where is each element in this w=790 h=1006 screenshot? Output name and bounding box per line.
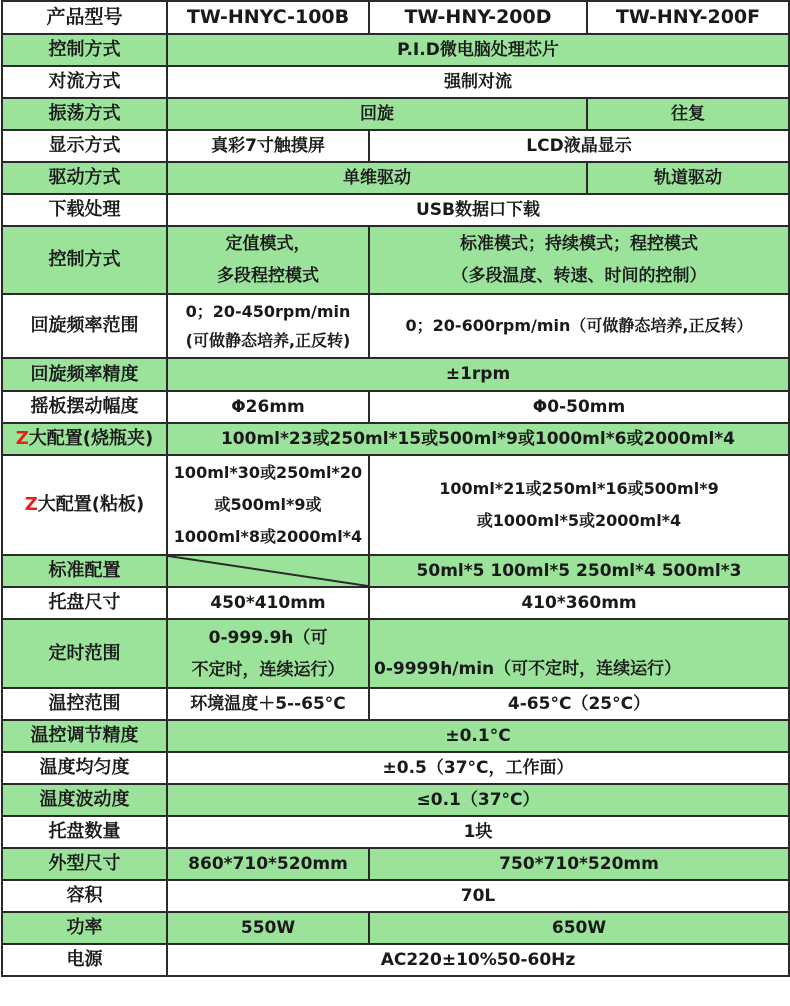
display-label: 显示方式 bbox=[2, 130, 167, 162]
control-mode-2-value-a bbox=[167, 226, 369, 294]
temp-precision-label: 温控调节精度 bbox=[2, 720, 167, 752]
temp-precision-value: ±0.1°C bbox=[167, 720, 789, 752]
supply-value: AC220±10%50-60Hz bbox=[167, 944, 789, 976]
row-dimensions bbox=[2, 848, 789, 880]
rotation-precision-label: 回旋频率精度 bbox=[2, 358, 167, 391]
amplitude-value-a: Φ26mm bbox=[167, 391, 369, 423]
row-drive bbox=[2, 162, 789, 194]
max-sticky-b-line1: 100ml*21或250ml*16或500ml*9 bbox=[439, 479, 719, 498]
model-200d: TW-HNY-200D bbox=[369, 1, 587, 34]
control-mode-2-b-line1: 标准模式；持续模式；程控模式 bbox=[460, 234, 698, 254]
max-sticky-b-line2: 或1000ml*5或2000ml*4 bbox=[476, 511, 682, 530]
row-standard bbox=[2, 555, 789, 587]
supply-label: 电源 bbox=[2, 944, 167, 976]
max-sticky-label-rest: 大配置(粘板) bbox=[37, 494, 145, 516]
spec-table bbox=[1, 0, 790, 977]
row-supply bbox=[2, 944, 789, 976]
temp-range-value-b: 4-65°C（25°C） bbox=[369, 688, 789, 720]
max-sticky-a-line2: 或500ml*9或 bbox=[214, 495, 322, 514]
tray-size-value-b: 410*360mm bbox=[369, 587, 789, 619]
row-control-mode-2 bbox=[2, 226, 789, 294]
tray-size-label: 托盘尺寸 bbox=[2, 587, 167, 619]
max-sticky-label bbox=[2, 455, 167, 555]
model-200f: TW-HNY-200F bbox=[587, 1, 789, 34]
row-tray-count bbox=[2, 816, 789, 848]
max-flask-label bbox=[2, 423, 167, 455]
amplitude-label: 摇板摆动幅度 bbox=[2, 391, 167, 423]
temp-fluctuation-value: ≤0.1（37°C） bbox=[167, 784, 789, 816]
timer-value-b: 0-9999h/min（可不定时，连续运行） bbox=[369, 619, 789, 688]
standard-value-a-empty bbox=[167, 555, 369, 587]
max-flask-value: 100ml*23或250ml*15或500ml*9或1000ml*6或2000ml*4 bbox=[167, 423, 789, 455]
row-rotation-precision bbox=[2, 358, 789, 391]
drive-value-b: 轨道驱动 bbox=[587, 162, 789, 194]
tray-count-value: 1块 bbox=[167, 816, 789, 848]
row-oscillation bbox=[2, 98, 789, 130]
row-display bbox=[2, 130, 789, 162]
diagonal-slash-icon bbox=[168, 556, 368, 586]
max-sticky-a-line1: 100ml*30或250ml*20 bbox=[173, 463, 363, 482]
model-label: 产品型号 bbox=[2, 1, 167, 34]
control-mode-2-label: 控制方式 bbox=[2, 226, 167, 294]
control-mode-2-a-line1: 定值模式， bbox=[225, 234, 311, 254]
row-convection bbox=[2, 66, 789, 98]
temp-range-label: 温控范围 bbox=[2, 688, 167, 720]
dimensions-value-b: 750*710*520mm bbox=[369, 848, 789, 880]
row-amplitude bbox=[2, 391, 789, 423]
row-max-sticky bbox=[2, 455, 789, 555]
control-mode-2-a-line2: 多段程控模式 bbox=[217, 266, 319, 286]
rotation-range-a-line1: 0；20-450rpm/min bbox=[185, 302, 351, 321]
model-100b: TW-HNYC-100B bbox=[167, 1, 369, 34]
standard-value-b: 50ml*5 100ml*5 250ml*4 500ml*3 bbox=[369, 555, 789, 587]
convection-label: 对流方式 bbox=[2, 66, 167, 98]
download-label: 下载处理 bbox=[2, 194, 167, 226]
max-sticky-value-b bbox=[369, 455, 789, 555]
dimensions-label: 外型尺寸 bbox=[2, 848, 167, 880]
row-model bbox=[2, 1, 789, 34]
row-max-flask bbox=[2, 423, 789, 455]
row-download bbox=[2, 194, 789, 226]
temp-fluctuation-label: 温度波动度 bbox=[2, 784, 167, 816]
dimensions-value-a: 860*710*520mm bbox=[167, 848, 369, 880]
temp-uniformity-label: 温度均匀度 bbox=[2, 752, 167, 784]
amplitude-value-b: Φ0-50mm bbox=[369, 391, 789, 423]
timer-a-line2: 不定时，连续运行） bbox=[191, 659, 345, 680]
timer-label: 定时范围 bbox=[2, 619, 167, 688]
convection-value: 强制对流 bbox=[167, 66, 789, 98]
download-value: USB数据口下载 bbox=[167, 194, 789, 226]
max-flask-label-rest: 大配置(烧瓶夹) bbox=[28, 428, 154, 450]
max-sticky-value-a bbox=[167, 455, 369, 555]
row-temp-range bbox=[2, 688, 789, 720]
row-temp-precision bbox=[2, 720, 789, 752]
rotation-range-value-b: 0；20-600rpm/min（可做静态培养,正反转） bbox=[369, 294, 789, 358]
temp-uniformity-value: ±0.5（37°C，工作面） bbox=[167, 752, 789, 784]
volume-label: 容积 bbox=[2, 880, 167, 912]
row-control-mode bbox=[2, 34, 789, 66]
timer-a-line1: 0-999.9h（可 bbox=[208, 627, 328, 648]
rotation-range-value-a bbox=[167, 294, 369, 358]
volume-value: 70L bbox=[167, 880, 789, 912]
drive-label: 驱动方式 bbox=[2, 162, 167, 194]
row-timer bbox=[2, 619, 789, 688]
max-sticky-label-z: Z bbox=[24, 494, 38, 516]
control-mode-value: P.I.D微电脑处理芯片 bbox=[167, 34, 789, 66]
control-mode-2-b-line2: （多段温度、转速、时间的控制） bbox=[451, 266, 707, 286]
row-temp-uniformity bbox=[2, 752, 789, 784]
control-mode-2-value-b bbox=[369, 226, 789, 294]
standard-label: 标准配置 bbox=[2, 555, 167, 587]
tray-count-label: 托盘数量 bbox=[2, 816, 167, 848]
tray-size-value-a: 450*410mm bbox=[167, 587, 369, 619]
display-value-a: 真彩7寸触摸屏 bbox=[167, 130, 369, 162]
row-power bbox=[2, 912, 789, 944]
drive-value-a: 单维驱动 bbox=[167, 162, 587, 194]
row-tray-size bbox=[2, 587, 789, 619]
temp-range-value-a: 环境温度＋5--65°C bbox=[167, 688, 369, 720]
row-temp-fluctuation bbox=[2, 784, 789, 816]
oscillation-value-b: 往复 bbox=[587, 98, 789, 130]
power-value-b: 650W bbox=[369, 912, 789, 944]
row-rotation-range bbox=[2, 294, 789, 358]
rotation-range-a-line2: (可做静态培养,正反转) bbox=[185, 331, 351, 350]
timer-value-a bbox=[167, 619, 369, 688]
control-mode-label: 控制方式 bbox=[2, 34, 167, 66]
max-flask-label-z: Z bbox=[15, 428, 29, 450]
rotation-precision-value: ±1rpm bbox=[167, 358, 789, 391]
max-sticky-a-line3: 1000ml*8或2000ml*4 bbox=[173, 527, 363, 546]
oscillation-value-a: 回旋 bbox=[167, 98, 587, 130]
display-value-b: LCD液晶显示 bbox=[369, 130, 789, 162]
power-label: 功率 bbox=[2, 912, 167, 944]
power-value-a: 550W bbox=[167, 912, 369, 944]
oscillation-label: 振荡方式 bbox=[2, 98, 167, 130]
row-volume bbox=[2, 880, 789, 912]
rotation-range-label: 回旋频率范围 bbox=[2, 294, 167, 358]
